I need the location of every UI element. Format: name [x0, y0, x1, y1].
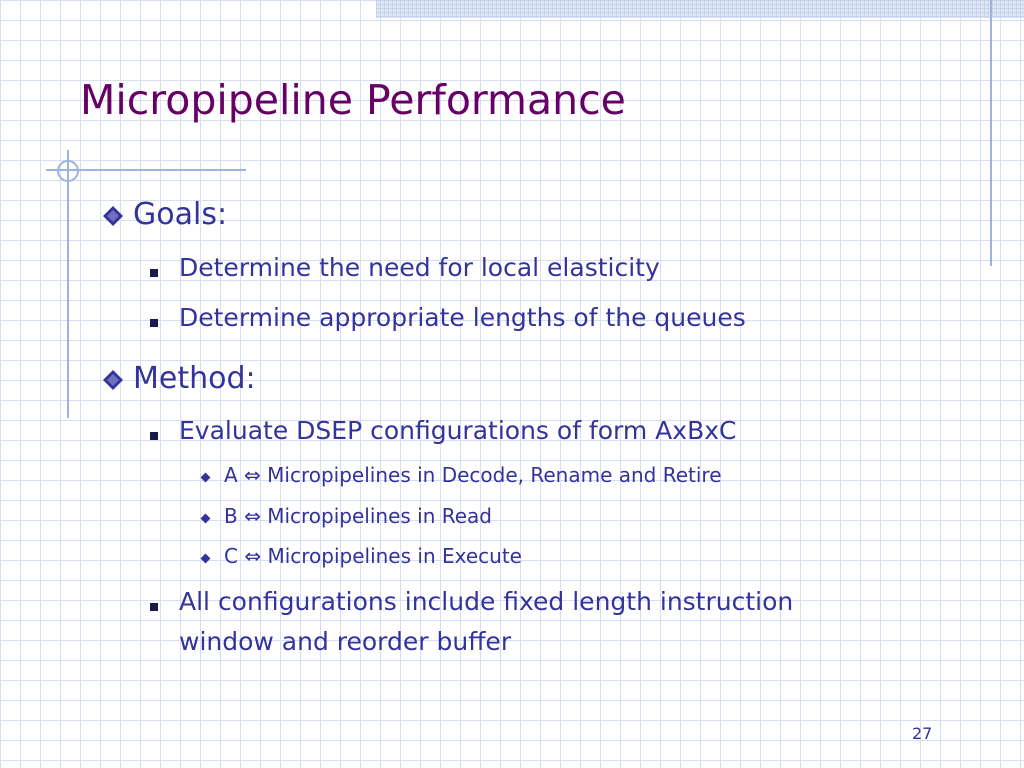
bullet-fixed-length-continued: window and reorder buffer [179, 627, 512, 656]
small-diamond-bullet-icon [201, 514, 211, 524]
square-bullet-icon [150, 603, 158, 611]
square-bullet-icon [150, 432, 158, 440]
square-bullet-icon [150, 269, 158, 277]
sub-bullet-a: A ⇔ Micropipelines in Decode, Rename and Retire [224, 463, 722, 487]
page-number: 27 [912, 724, 933, 743]
bullet-goals: Goals: [133, 197, 228, 232]
bullet-fixed-length: All configurations include fixed length instruction [179, 587, 794, 616]
sub-bullet-c: C ⇔ Micropipelines in Execute [224, 544, 522, 568]
small-diamond-bullet-icon [201, 473, 211, 483]
slide-title: Micropipeline Performance [80, 76, 626, 124]
bullet-method: Method: [133, 361, 256, 396]
diamond-bullet-icon [102, 205, 124, 227]
sub-bullet-b: B ⇔ Micropipelines in Read [224, 504, 492, 528]
square-bullet-icon [150, 319, 158, 327]
bullet-local-elasticity: Determine the need for local elasticity [179, 253, 660, 282]
diamond-bullet-icon [102, 369, 124, 391]
bullet-dsep-configs: Evaluate DSEP configurations of form AxBxC [179, 416, 737, 445]
small-diamond-bullet-icon [201, 554, 211, 564]
bullet-queue-lengths: Determine appropriate lengths of the queues [179, 303, 746, 332]
